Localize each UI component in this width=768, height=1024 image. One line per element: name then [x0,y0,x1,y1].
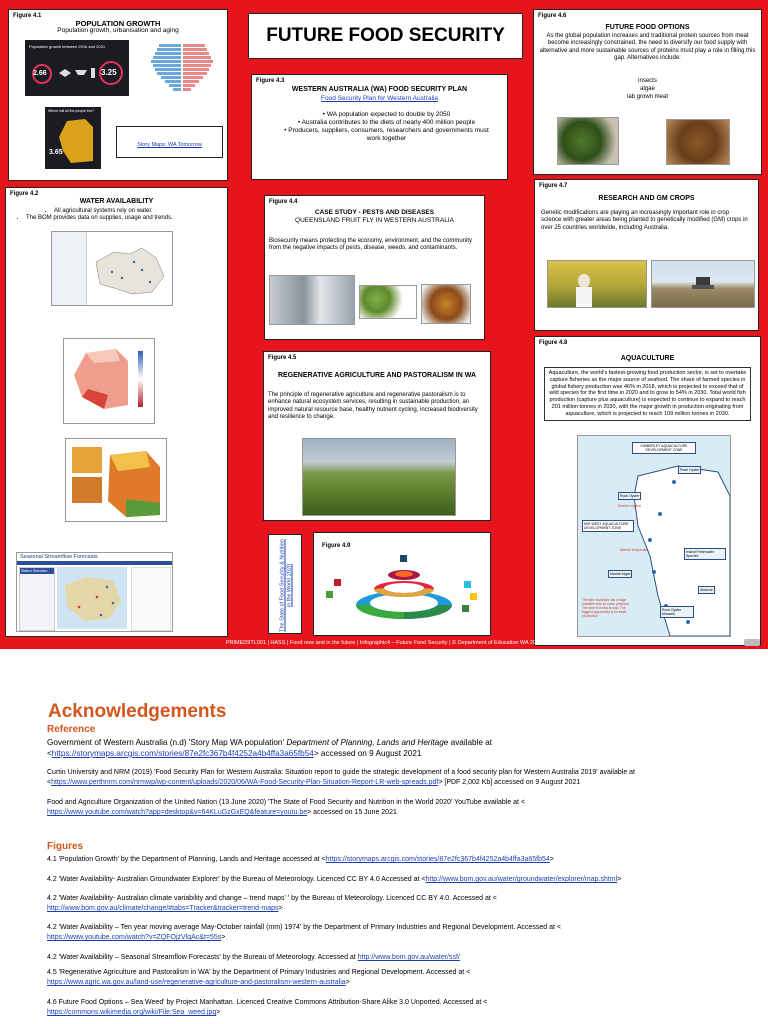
bullet-3: • Producers, suppliers, consumers, researchers and governments must work together [284,127,489,142]
map-label-rock-oyster-mussels: Rock Oyster Mussels [660,606,694,618]
ref-link[interactable]: http://www.bom.gov.au/water/ssf/ [357,954,460,961]
figure-credit-4-2b [47,894,747,914]
infographic-title: Population growth between 2016 and 2021 [29,44,106,49]
reference-2 [47,768,747,788]
sofi-video-link[interactable]: The State of Food Security & Nutrition in the World 2020 [279,539,292,632]
panel-water-availability [5,187,228,637]
acknowledgements-heading: Acknowledgements [48,701,227,722]
ref-link[interactable]: https://www.youtube.com/watch?v=ZQFOjzVlqAc&t=55s [47,934,222,941]
panel-body: Aquaculture, the world's fastest-growing food production sector, is set to overtake capture fisheries as the major source of seafood. The share of farmed species in global fishery production was 46% in 2018, which is projected to exceed that of wild species for the first time in 2020 and to grow to 54% in 2030. Total world fish production (capture plus aquaculture) is expected to continue to expand to reach 201 million tonnes in 2030, with the major growth in production originating from aquaculture, which is projected to reach 109 million tonnes in 2030. [548,370,747,417]
figure-label: Figure 4.7 [539,183,568,189]
bullet-1: • WA population expected to double by 2050 [322,111,451,118]
ref-text: Government of Western Australia (n.d) 'Story Map WA population' [47,738,287,747]
panel-research-gm-crops [534,179,759,331]
panel-food-security-diagram [313,532,491,636]
ref-text: 4.2 'Water Availability- Australian Groundwater Explorer' by the Bureau of Meteorology. Licenced CC BY 4.0 Accessed at < [47,876,426,883]
map-label-inland-freshwater: Inland Freshwater Species [684,548,726,560]
ref-text: > [345,979,350,986]
water-bullets [16,208,223,223]
panel-body: The principle of regenerative agriculture and regenerative pastoralism is to enhance natural ecosystem services, resulting in sustainable production, an improved natural resource base, healthy nutrient cycling, increased biodiversity and resilience to change. [268,392,478,421]
ref-text: 4.1 'Population Growth' by the Department of Planning, Lands and Heritage accessed at < [47,856,326,863]
sdg-wedding-cake-diagram [314,533,491,636]
panel-regenerative-agriculture [263,351,491,521]
seasonal-streamflow-forecasts-screenshot [16,552,173,632]
panel-title: RESEARCH AND GM CROPS [598,195,695,202]
researcher-figure [548,261,646,307]
rainfall-trend-map [63,338,155,424]
panel-title: POPULATION GROWTH [75,19,161,28]
ref-text: < [47,749,52,758]
australia-map [52,232,172,305]
ref-text: 4.2 'Water Availability – Seasonal Streamflow Forecasts' by the Bureau of Meteorology. Accessed at [47,954,358,961]
pasture-photo [302,438,456,516]
map-label-pearl-oyster: Pearl Oyster [680,468,700,472]
crop-research-photo [547,260,647,308]
figure-label: Figure 4.8 [539,340,568,346]
ref-publisher: Department of Planning, Lands and Heritage [286,738,449,747]
ref-text: > accessed on 15 June 2021 [307,809,397,816]
ref-link[interactable]: https://www.perthnrm.com/nrmwp/wp-content/uploads/2020/06/WA-Food-Security-Plan-Situation-Report-LR-web-spreads.pdf [51,779,439,786]
ref-link[interactable]: https://www.agric.wa.gov.au/land-use/regenerative-agriculture-and-pastoralism-western-australia [47,979,346,986]
panel-title: FUTURE FOOD OPTIONS [605,24,690,31]
panel-title: AQUACULTURE [620,355,675,362]
biosecurity-text: Biosecurity means protecting the economy, environment, and the community from the negative impacts of pests, disease, weeds, and contaminants. [269,238,472,252]
ref-text: Curtin University and NRM (2019) 'Food Security Plan for Western Australia: Situation report to guide the strategic development of a food security plan for Western Australia 2019' available at [47,769,635,776]
figure-credit-4-2d [47,953,747,963]
figure-credit-4-6 [47,998,747,1018]
ref-link[interactable]: https://www.youtube.com/watch?app=desktop&v=64KLuGzGxEQ&feature=youtu.be [47,809,308,816]
ref-text: 4.2 'Water Availability- Australian climate variability and change – trend maps' ' by the Bureau of Meteorology. Licenced CC BY 4.0. Accessed at < [47,895,497,902]
streamflow-map [57,567,127,629]
sofi-video-link-box[interactable] [268,534,302,634]
fruit-fly-pupae-photo [359,285,417,319]
figure-label: Figure 4.9 [322,543,351,549]
figure-label: Figure 4.5 [268,355,297,361]
ref-text: > [549,856,554,863]
ref-link[interactable]: http://www.bom.gov.au/climate/change/#tabs=Tracker&tracker=trend-maps [47,905,279,912]
food-security-plan-link[interactable] [252,95,507,102]
map-label-abalone: Abalone [700,588,713,592]
ten-year-rainfall-map [65,438,167,522]
population-pyramid-graphic [141,40,223,102]
storymaps-link[interactable]: Story Maps: WA Tomorrow [137,142,202,148]
panel-subtitle: Population growth, urbanisation and aging [57,27,179,34]
fruit-fly-lab-photo [269,275,355,325]
figure-label: Figure 4.2 [10,191,39,197]
map-title: Where will all the people live? [48,109,95,113]
tractor-figure [652,261,754,307]
stat-3-65: 3.65 [49,149,63,156]
panel-body: Genetic modifications are playing an increasingly important role in crop science with greater areas being planted to genetically modified (GM) crops in over 25 countries worldwide, including Australia. [541,210,748,231]
station-selection-panel [19,567,55,631]
ref-text: available at [448,738,493,747]
figure-credit-4-2a [47,875,747,885]
ref-link[interactable]: https://storymaps.arcgis.com/stories/87e2fc367b4f4252a4b4ffa3a65fb54 [325,856,550,863]
ref-text: > [PDF 2,002 Kb] accessed on 9 August 2021 [438,779,581,786]
poster-title: FUTURE FOOD SECURITY [266,25,505,46]
fruit-fly-sample-photo [421,284,471,324]
option-lab-grown-meat: lab grown meat [626,94,669,100]
ref-link[interactable]: https://storymaps.arcgis.com/stories/87e2fc367b4f4252a4b4ffa3a65fb54 [51,749,314,758]
ref-text: > [221,934,226,941]
seaweed-photo [557,117,619,165]
figure-credit-4-1 [47,855,747,865]
population-pyramid-chart [141,40,223,102]
figure-label: Figure 4.1 [13,13,42,19]
poster-title-box [248,13,523,59]
aquaculture-zones-map [577,435,731,637]
reference-heading: Reference [47,724,96,735]
map-quote: "Western Australia has a huge coastline with so much potential. The time to invest is now. The biggest opportunity is for scale production." [582,598,630,618]
trend-map-graphic [64,339,154,423]
economy-ring [388,570,420,580]
map-label-marine-temperate: Marine temperate [620,548,648,552]
map-label-marine-tropical: Marine tropical [618,504,641,508]
midwest-zone-box: MID WEST AQUACULTURE DEVELOPMENT ZONE [582,520,634,532]
panel-title: WESTERN AUSTRALIA (WA) FOOD SECURITY PLAN [291,86,468,93]
groundwater-explorer-screenshot [51,231,173,306]
storymaps-link-box[interactable] [116,126,223,158]
ref-text: > accessed on 9 August 2021 [313,749,422,758]
option-algae: algae [640,86,655,92]
wa-outline [45,107,101,169]
forecast-table [131,567,171,631]
figure-label: Figure 4.3 [256,78,285,84]
map-label-marine-algae: Marine Algae [610,572,631,576]
ref-text: > [617,876,622,883]
ref-text: 4.2 'Water Availability – Ten year moving average May-October rainfall (mm) 1974' by the Department of Primary Industries and Regional Development. Accessed at < [47,924,561,931]
wa-map-infographic [45,107,101,169]
plan-bullets [282,111,491,143]
ref-text: 4.6 Future Food Options – Sea Weed' by Project Manhattan. Licenced Creative Commons Attribution-Share Alike 3.0 Unported. Accessed at < [47,999,488,1006]
stat-2-66: 2.66 [33,70,47,77]
population-infographic [25,40,129,96]
ref-text: < [47,779,52,786]
bullet-text: Producers, suppliers, consumers, researchers and governments must work together [288,127,489,142]
rainfall-map-graphic [66,439,166,521]
ref-link[interactable]: https://commons.wikimedia.org/wiki/File:Sea_weed.jpg [47,1009,217,1016]
ref-text: 4.5 'Regenerative Agriculture and Pastoralism in WA' by the Department of Primary Industries and Regional Development. Accessed at < [47,969,471,976]
panel-wa-food-security-plan [251,74,508,180]
bullet-1: • All agricultural systems rely on water. [54,208,223,215]
bullet-text: Australia contributes to the diets of nearly 400 million people [301,119,476,126]
field-planting-photo [651,260,755,308]
case-study-title: CASE STUDY - PESTS AND DISEASES [314,209,435,216]
link-text[interactable]: Food Security Plan for Western Australia [321,95,438,102]
bullet-2: • The BOM provides data on supplies, usage and trends. [26,215,223,222]
panel-future-food-options [533,9,762,175]
society-ring [374,581,434,597]
panel-title: WATER AVAILABILITY [79,198,154,205]
poster-footer: PRIMED9TL001 | HASS | Food now and in the future | Infographic4 – Future Food Security | © Department of Education WA 2021 [225,640,543,646]
bullet-2: • Australia contributes to the diets of nearly 400 million people [297,119,476,126]
map-label-rock-oyster: Rock Oyster [620,494,640,498]
streamflow-title: Seasonal Streamflow Forecasts [20,554,98,560]
panel-pests-and-diseases [264,195,485,340]
aquaculture-text-box [544,367,751,421]
panel-body: As the global population increases and traditional protein sources from meat become increasingly constrained, the need to diversify our food supply with alternative and more sustainable sources of proteins must play a role in filling this gap. Alternatives include: [539,33,756,62]
cc-license-badge [744,639,760,646]
reference-3 [47,798,747,818]
kimberley-zone-box: KIMBERLEY AQUACULTURE DEVELOPMENT ZONE [632,442,696,454]
streamflow-map-graphic [57,567,127,629]
ref-text: Food and Agriculture Organization of the United Nation (13 June 2020) 'The State of Food Security and Nutrition in the World 2020' YouTube available at < [47,799,525,806]
option-insects: insects [638,78,657,84]
stat-3-25: 3.25 [101,68,117,77]
insects-photo [666,119,730,165]
ref-text: > [278,905,283,912]
panel-title: REGENERATIVE AGRICULTURE AND PASTORALISM IN WA [277,372,477,379]
figure-label: Figure 4.6 [538,13,567,19]
panel-population-growth [8,9,228,181]
ref-link[interactable]: http://www.bom.gov.au/water/groundwater/explorer/map.shtml [425,876,618,883]
figure-label: Figure 4.4 [269,199,298,205]
ref-text: > [216,1009,221,1016]
streamflow-navbar [17,561,172,565]
reference-1 [47,737,747,759]
case-study-subtitle: QUEENSLAND FRUIT FLY IN WESTERN AUSTRALIA [295,217,454,224]
station-label: Station Selection [20,568,54,574]
figures-heading: Figures [47,841,84,852]
figure-credit-4-5 [47,968,747,988]
panel-aquaculture [534,336,761,646]
bullet-text: WA population expected to double by 2050 [326,111,451,118]
figure-credit-4-2c [47,923,747,943]
